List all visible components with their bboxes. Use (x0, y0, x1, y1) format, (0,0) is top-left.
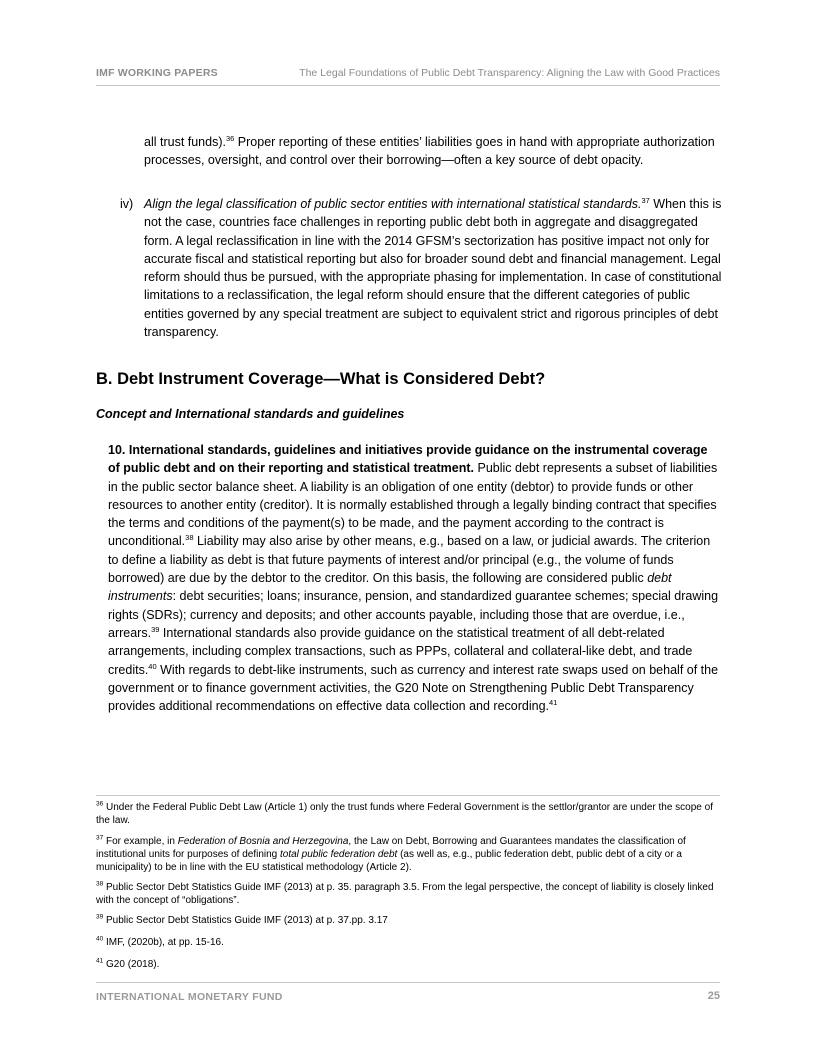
list-item-number: iv) (120, 197, 134, 211)
header-series-title: IMF WORKING PAPERS (96, 67, 218, 79)
footnote-38: $^{38}$ Public Sector Debt Statistics Guide IMF (2013) at p. 35. paragraph 3.5. From the legal perspective, the concept of liability is closely linked with the concept of “obligations”. (96, 880, 714, 907)
paragraph-10: 10. International standards, guidelines and initiatives provide guidance on the instrumental coverage of public debt and on their reporting and statistical treatment. Public debt represents a subset of liabilities in the public sector balance sheet. A liability is an obligation of one entity (debtor) to provide funds or other resources to another entity (creditor). It is normally established through a legally binding contract that specifies the terms and conditions of the payment(s) to be made, and the payment according to the contract is unconditional.$^{38}$ Liability may also arise by other means, e.g., based on a law, or judicial awards. The criterion to define a liability as debt is that future payments of interest and/or principal (e.g., the volume of funds borrowed) are due by the debtor to the creditor. On this basis, the following are considered public debt instruments: debt securities; loans; insurance, pension, and standardized guarantee schemes; special drawing rights (SDRs); currency and deposits; and other accounts payable, including those that are overdue, i.e., arrears.$^{39}$ International standards also provide guidance on the statistical treatment of all debt-related arrangements, including complex transactions, such as PPPs, collateral and collateral-like debt, and trade credits.$^{40}$ With regards to debt-like instruments, such as currency and interest rate swaps used on behalf of the government or to finance government activities, the G20 Note on Strengthening Public Debt Transparency provides additional recommendations on effective data collection and recording.$^{41}$ (108, 443, 719, 714)
footnote-separator (96, 795, 720, 796)
footer-separator (96, 982, 720, 983)
page-number: 25 (707, 990, 720, 1002)
list-item-iv (120, 195, 722, 341)
list-item-continuation: all trust funds).$^{36}$ Proper reporting of these entities’ liabilities goes in hand with appropriate authorization processes, oversight, and control over their borrowing—often a key source of debt opacity. (144, 133, 715, 168)
footnote-ref-36[interactable]: 36 (225, 133, 235, 143)
list-item-text: Align the legal classification of public sector entities with international statistical standards.$^{37}$ When this is not the case, countries face challenges in reporting public debt both in aggregate and disaggregated form. A legal reclassification in line with the 2014 GFSM’s sectorization has positive impact not only for accurate fiscal and statistical reporting but also for broader sound debt and financial management. Legal reform should thus be pursued, with the appropriate phasing for implementation. In case of constitutional limitations to a reclassification, the legal reform should ensure that the different categories of public entities governed by any special treatment are subject to equivalent strict and rigorous principles of debt transparency. (144, 195, 722, 340)
paragraph-lead: 10. International standards, guidelines and initiatives provide guidance on the instrumental coverage of public debt and on their reporting and statistical treatment. (108, 443, 708, 476)
footnote-ref-40[interactable]: 40 (148, 661, 157, 671)
header-paper-title: The Legal Foundations of Public Debt Transparency: Aligning the Law with Good Practices (299, 67, 720, 79)
footnote-ref-41[interactable]: 41 (549, 698, 558, 707)
footer-organization: INTERNATIONAL MONETARY FUND (96, 991, 283, 1003)
section-heading: B. Debt Instrument Coverage—What is Considered Debt? (96, 370, 546, 388)
footnote-36: $^{36}$ Under the Federal Public Debt Law (Article 1) only the trust funds where Federal Government is the settlor/grantor are under the scope of the law. (96, 800, 713, 827)
running-header (96, 67, 720, 86)
footnote-37: $^{37}$ For example, in Federation of Bosnia and Herzegovina, the Law on Debt, Borrowing and Guarantees mandates the classification of institutional units for purposes of defining total public federation debt (as well as, e.g., public federation debt, public debt of a city or a municipality) to be in line with the EU statistical methodology (Article 2). (96, 834, 686, 874)
footnote-ref-39[interactable]: 39 (151, 624, 160, 634)
footnote-39: $^{39}$ Public Sector Debt Statistics Guide IMF (2013) at p. 37.pp. 3.17 (96, 913, 388, 926)
footnote-41: $^{41}$ G20 (2018). (96, 957, 160, 970)
footnote-40: $^{40}$ IMF, (2020b), at pp. 15-16. (96, 935, 224, 948)
footnote-ref-37[interactable]: 37 (641, 195, 650, 205)
footnote-ref-38[interactable]: 38 (185, 533, 194, 543)
list-item-lead: Align the legal classification of public sector entities with international statistical standards. (144, 197, 642, 211)
subsection-heading: Concept and International standards and guidelines (96, 407, 405, 421)
